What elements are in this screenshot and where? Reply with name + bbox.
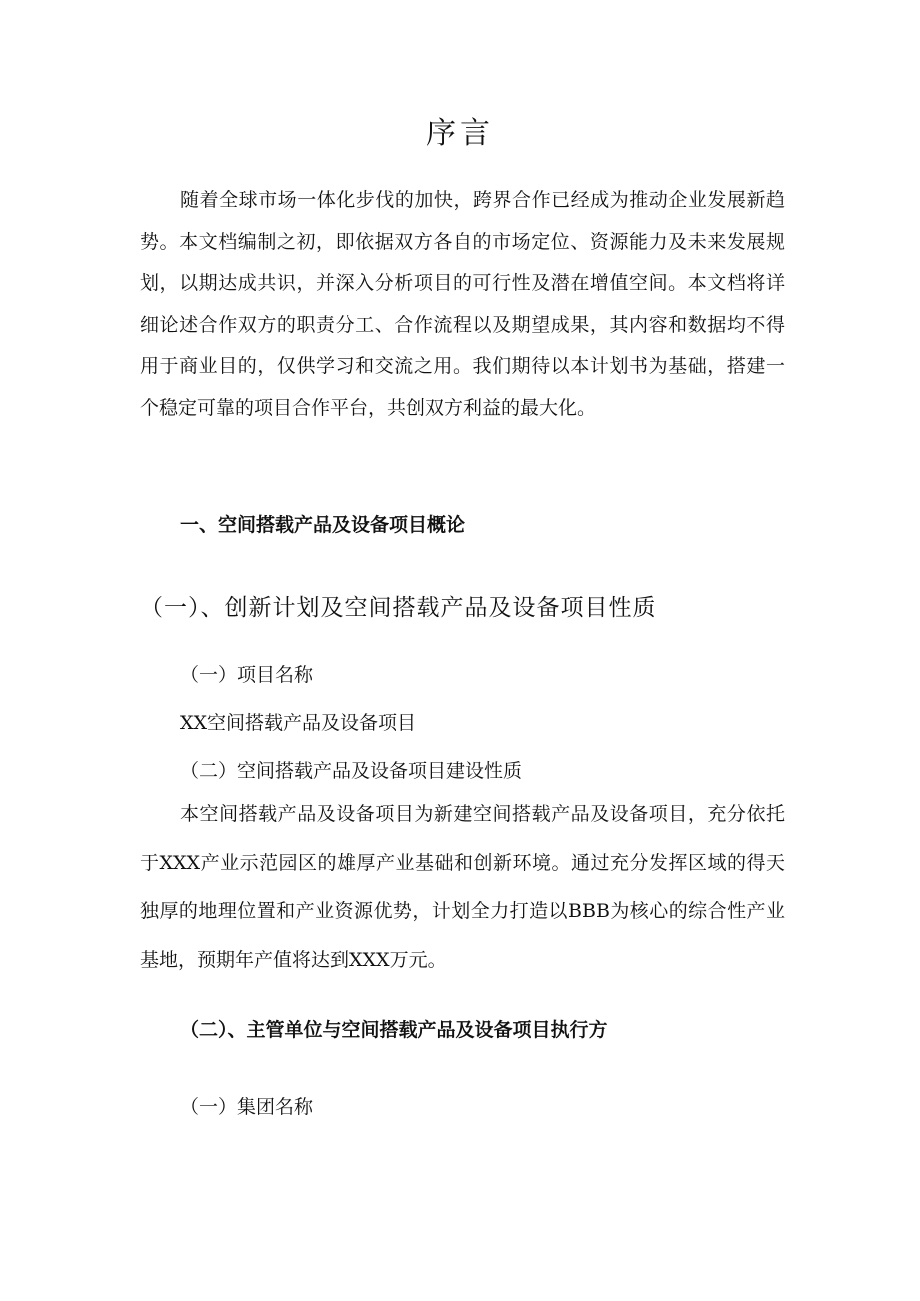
document-title: 序言: [426, 116, 494, 151]
item-label-construction-nature: （二）空间搭载产品及设备项目建设性质: [180, 760, 523, 782]
preface-paragraph: 随着全球市场一体化步伐的加快，跨界合作已经成为推动企业发展新趋势。本文档编制之初，即依据双方各自的市场定位、资源能力及未来发展规划，以期达成共识，并深入分析项目的可行性及潜在增值空间。本文档将详细论述合作双方的职责分工、合作流程以及期望成果，其内容和数据均不得用于商业目的，仅供学习和交流之用。我们期待以本计划书为基础，搭建一个稳定可靠的项目合作平台，共创双方利益的最大化。: [140, 189, 785, 419]
item-label-group-name: （一）集团名称: [180, 1096, 314, 1118]
construction-nature-paragraph: 本空间搭载产品及设备项目为新建空间搭载产品及设备项目，充分依托于XXX产业示范园区的雄厚产业基础和创新环境。通过充分发挥区域的得天独厚的地理位置和产业资源优势，计划全力打造以BBB为核心的综合性产业基地，预期年产值将达到XXX万元。: [140, 803, 785, 971]
subsection-heading-executor: （二）、主管单位与空间搭载产品及设备项目执行方: [180, 1019, 608, 1041]
item-label-project-name: （一）项目名称: [180, 664, 314, 686]
item-value-project-name: XX空间搭载产品及设备项目: [180, 712, 417, 734]
subsection-heading-nature: （一）、创新计划及空间搭载产品及设备项目性质: [140, 595, 657, 621]
section-heading-overview: 一、空间搭载产品及设备项目概论: [180, 514, 466, 536]
